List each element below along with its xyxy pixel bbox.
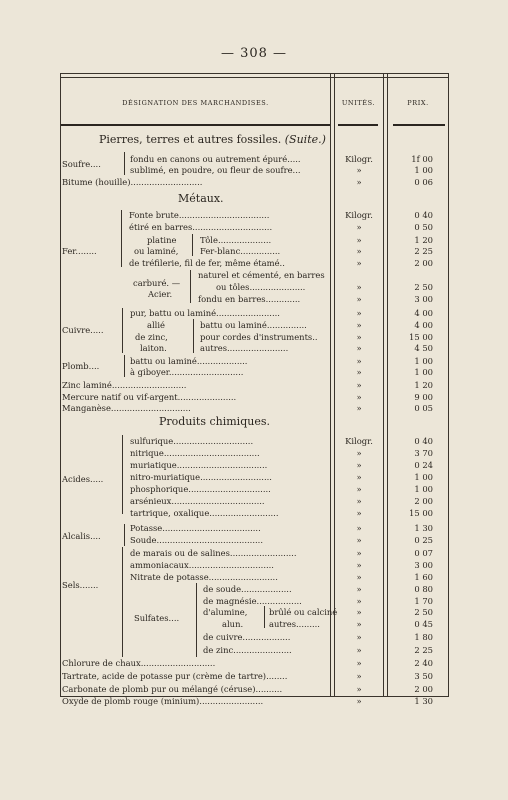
row-unit: »	[356, 584, 362, 594]
row-label: Zinc laminé............................	[62, 380, 187, 390]
row-price: 1 20	[414, 235, 433, 245]
row-unit: »	[356, 246, 362, 256]
row-label: arsénieux...................................	[130, 496, 265, 506]
row-price: 3 50	[414, 671, 433, 681]
row-price: 0 06	[414, 177, 433, 187]
row-price: 0 50	[414, 222, 433, 232]
row-price: 0 24	[414, 460, 433, 470]
row-label: de soude...................	[203, 584, 292, 594]
row-label: Tartrate, acide de potasse pur (crème de tartre)........	[62, 671, 288, 681]
table-top-rule	[61, 77, 448, 78]
brace	[264, 606, 265, 628]
row-price: 3 70	[414, 448, 433, 458]
brace	[192, 234, 193, 256]
row-price: 3 00	[414, 560, 433, 570]
label-acier: Acier.	[148, 289, 173, 299]
row-price: 1 60	[414, 572, 433, 582]
row-unit: Kilogr.	[345, 154, 373, 164]
row-unit: »	[356, 560, 362, 570]
row-price: 1 00	[414, 367, 433, 377]
row-label: tartrique, oxalique..........................	[130, 508, 279, 518]
label-ou-lamine: ou laminé,	[134, 246, 179, 256]
row-unit: »	[356, 308, 362, 318]
row-price: 2 40	[414, 658, 433, 668]
row-unit: »	[356, 343, 362, 353]
header-rule	[393, 124, 445, 126]
row-label: Manganèse..............................	[62, 403, 191, 413]
row-unit: »	[356, 523, 362, 533]
column-divider	[383, 74, 384, 696]
row-unit: »	[356, 392, 362, 402]
row-price: 15 00	[409, 508, 433, 518]
row-unit: »	[356, 696, 362, 706]
row-label: fondu en barres.............	[198, 294, 301, 304]
header-rule	[61, 124, 330, 126]
section-title-pierres: Pierres, terres et autres fossiles. (Suite.)	[99, 133, 326, 146]
row-unit: »	[356, 508, 362, 518]
row-label: de cuivre..................	[203, 632, 291, 642]
header-prix: PRIX.	[407, 99, 429, 107]
row-label: étiré en barres..............................	[129, 222, 273, 232]
row-label: pur, battu ou laminé........................	[130, 308, 280, 318]
label-laiton: laiton.	[140, 343, 167, 353]
row-unit: »	[356, 367, 362, 377]
row-price: 9 00	[414, 392, 433, 402]
row-label: pour cordes d'instruments..	[200, 332, 318, 342]
category-acides: Acides.....	[62, 474, 104, 484]
page-number: — 308 —	[220, 46, 288, 61]
row-unit: »	[356, 177, 362, 187]
row-label: Soude........................................	[130, 535, 263, 545]
row-label: phosphorique...............................	[130, 484, 271, 494]
row-label: de magnésie.................	[203, 596, 302, 606]
brace	[121, 210, 122, 267]
row-label: ammoniacaux................................	[130, 560, 274, 570]
row-price: 0 45	[414, 619, 433, 629]
brace	[193, 319, 194, 353]
brace	[122, 435, 123, 514]
column-divider	[387, 74, 388, 696]
row-price: 0 40	[414, 210, 433, 220]
row-label: nitro-muriatique...........................	[130, 472, 272, 482]
row-unit: »	[356, 235, 362, 245]
row-unit: »	[356, 472, 362, 482]
category-plomb: Plomb....	[62, 361, 100, 371]
row-label: brûlé ou calciné	[269, 607, 338, 617]
row-label: d'alumine,	[203, 607, 248, 617]
row-unit: »	[356, 671, 362, 681]
header-rule	[338, 124, 378, 126]
brace	[190, 270, 191, 303]
row-unit: »	[356, 645, 362, 655]
label-sulfates: Sulfates....	[134, 613, 180, 623]
row-unit: »	[356, 356, 362, 366]
row-unit: »	[356, 332, 362, 342]
row-label: Potasse.....................................	[130, 523, 261, 533]
row-price: 4 00	[414, 308, 433, 318]
row-label: Mercure natif ou vif-argent......................	[62, 392, 237, 402]
row-price: 2 00	[414, 684, 433, 694]
row-unit: »	[356, 548, 362, 558]
label-platine: platine	[147, 235, 177, 245]
row-label: battu ou laminé...............	[200, 320, 307, 330]
brace	[124, 152, 125, 175]
row-unit: »	[356, 460, 362, 470]
row-price: 0 25	[414, 535, 433, 545]
category-alcalis: Alcalis....	[62, 531, 101, 541]
row-label: Nitrate de potasse..........................	[130, 572, 278, 582]
label-alun: alun.	[222, 619, 244, 629]
row-price: 4 50	[414, 343, 433, 353]
row-unit: »	[356, 222, 362, 232]
brace	[122, 547, 123, 657]
row-price: 2 25	[414, 246, 433, 256]
category-fer: Fer........	[62, 246, 97, 256]
row-price: 0 80	[414, 584, 433, 594]
section-title-metaux: Métaux.	[178, 192, 224, 205]
row-unit: »	[356, 632, 362, 642]
row-price: 0 40	[414, 436, 433, 446]
row-price: 2 00	[414, 258, 433, 268]
row-price: 2 00	[414, 496, 433, 506]
row-unit: »	[356, 607, 362, 617]
row-label: sulfurique..............................	[130, 436, 254, 446]
row-unit: »	[356, 258, 362, 268]
brace	[122, 308, 123, 353]
row-price: 1 80	[414, 632, 433, 642]
row-label: Tôle....................	[200, 235, 272, 245]
row-unit: Kilogr.	[345, 436, 373, 446]
row-price: 1 00	[414, 472, 433, 482]
category-cuivre: Cuivre.....	[62, 325, 104, 335]
row-price: 15 00	[409, 332, 433, 342]
row-price: 2 25	[414, 645, 433, 655]
row-unit: Kilogr.	[345, 210, 373, 220]
row-price: 1 70	[414, 596, 433, 606]
row-label: Fer-blanc...............	[200, 246, 281, 256]
row-label: ou tôles.....................	[216, 282, 306, 292]
label-allie: allié	[147, 320, 165, 330]
section-title-produits: Produits chimiques.	[159, 415, 270, 428]
row-price: 0 07	[414, 548, 433, 558]
row-label: Fonte brute..................................	[129, 210, 270, 220]
row-unit: »	[356, 572, 362, 582]
row-label: sublimé, en poudre, ou fleur de soufre...	[130, 165, 301, 175]
row-unit: »	[356, 684, 362, 694]
row-unit: »	[356, 320, 362, 330]
brace	[124, 524, 125, 546]
row-label: naturel et cémenté, en barres	[198, 270, 325, 280]
row-unit: »	[356, 484, 362, 494]
category-soufre: Soufre....	[62, 159, 101, 169]
row-label: de marais ou de salines.........................	[130, 548, 297, 558]
row-label: autres.......................	[200, 343, 289, 353]
brace	[124, 355, 125, 377]
header-unites: UNITÉS.	[341, 99, 376, 107]
row-label: Bitume (houille)...........................	[62, 177, 203, 187]
header-designation: DÉSIGNATION DES MARCHANDISES.	[122, 99, 269, 107]
row-unit: »	[356, 596, 362, 606]
row-label: Chlorure de chaux............................	[62, 658, 216, 668]
label-carbure: carburé. —	[133, 278, 181, 288]
row-price: 1 00	[414, 165, 433, 175]
column-divider	[330, 74, 331, 696]
row-price: 2 50	[414, 282, 433, 292]
row-unit: »	[356, 535, 362, 545]
row-price: 1 30	[414, 523, 433, 533]
row-price: 2 50	[414, 607, 433, 617]
row-price: 1 30	[414, 696, 433, 706]
row-unit: »	[356, 496, 362, 506]
brace	[196, 583, 197, 657]
row-unit: »	[356, 658, 362, 668]
row-label: à giboyer............................	[130, 367, 244, 377]
row-price: 1 00	[414, 356, 433, 366]
row-unit: »	[356, 165, 362, 175]
row-price: 1f 00	[411, 154, 433, 164]
row-label: Carbonate de plomb pur ou mélangé (céruse)..........	[62, 684, 283, 694]
row-label: nitrique....................................	[130, 448, 260, 458]
row-unit: »	[356, 380, 362, 390]
row-unit: »	[356, 282, 362, 292]
row-price: 0 05	[414, 403, 433, 413]
row-unit: »	[356, 448, 362, 458]
category-sels: Sels.......	[62, 580, 99, 590]
row-label: Oxyde de plomb rouge (minium)........................	[62, 696, 264, 706]
row-label: battu ou laminé...................	[130, 356, 248, 366]
row-unit: »	[356, 403, 362, 413]
row-unit: »	[356, 619, 362, 629]
row-label: muriatique..................................	[130, 460, 268, 470]
row-label: de tréfilerie, fil de fer, même étamé..	[129, 258, 285, 268]
column-divider	[334, 74, 335, 696]
row-label: de zinc......................	[203, 645, 292, 655]
row-label: fondu en canons ou autrement épuré.....	[130, 154, 301, 164]
row-label: autres.........	[269, 619, 320, 629]
label-de-zinc: de zinc,	[135, 332, 168, 342]
row-price: 3 00	[414, 294, 433, 304]
row-unit: »	[356, 294, 362, 304]
row-price: 1 00	[414, 484, 433, 494]
row-price: 4 00	[414, 320, 433, 330]
row-price: 1 20	[414, 380, 433, 390]
